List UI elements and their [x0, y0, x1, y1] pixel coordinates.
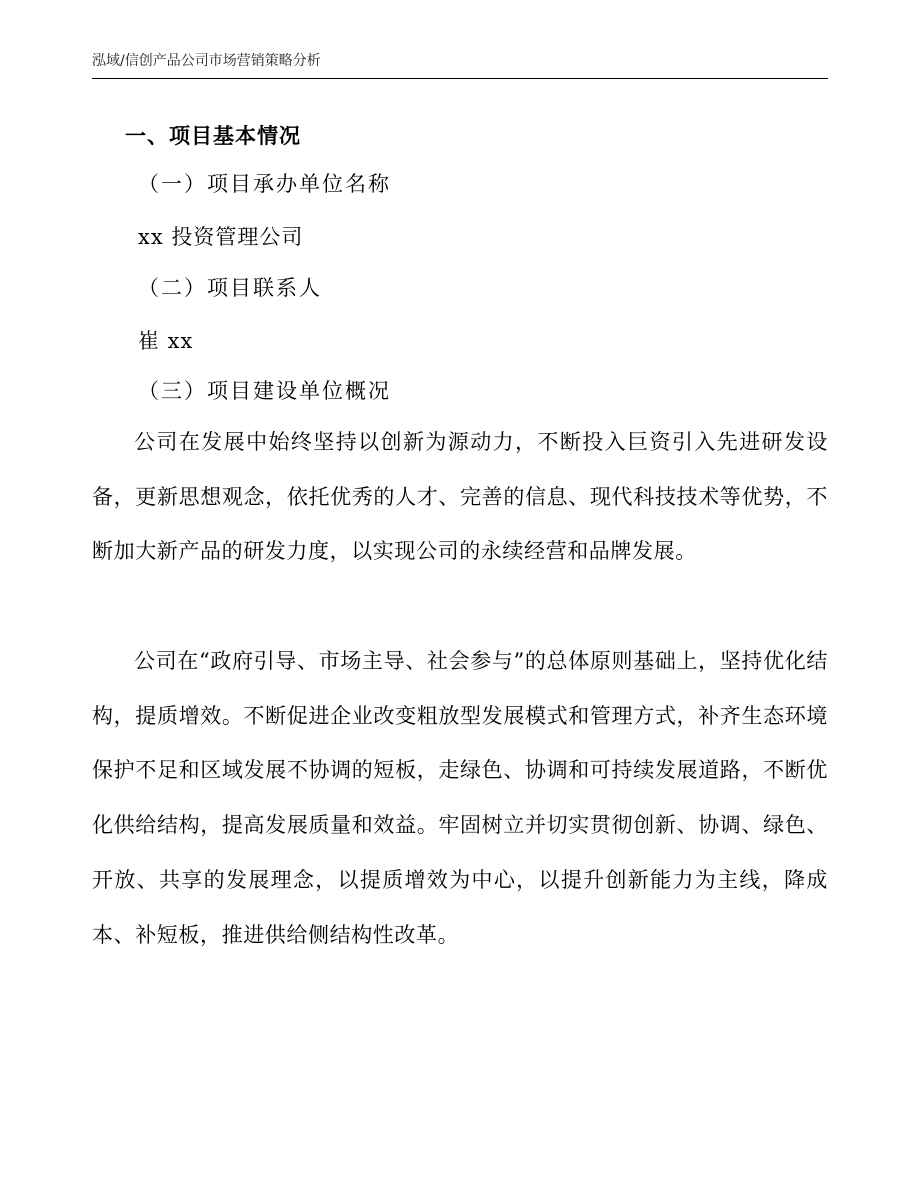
subheading-company-overview: （三）项目建设单位概况 — [138, 379, 391, 403]
subheading-project-unit: （一）项目承办单位名称 — [138, 172, 391, 196]
value-contact-person: 崔 xx — [138, 329, 194, 353]
page-header: 泓域/信创产品公司市场营销策略分析 — [92, 53, 321, 69]
paragraph-company-innovation: 公司在发展中始终坚持以创新为源动力，不断投入巨资引入先进研发设备，更新思想观念，依托优秀的人才、完善的信息、现代科技技术等优势，不断加大新产品的研发力度，以实现公司的永续经营和品牌发展。 — [92, 430, 828, 564]
section-heading: 一、项目基本情况 — [125, 124, 301, 148]
header-divider — [92, 78, 828, 79]
paragraph-company-strategy: 公司在“政府引导、市场主导、社会参与”的总体原则基础上，坚持优化结构，提质增效。不断促进企业改变粗放型发展模式和管理方式，补齐生态环境保护不足和区域发展不协调的短板，走绿色、协调和可持续发展道路，不断优化供给结构，提高发展质量和效益。牢固树立并切实贯彻创新、协调、绿色、开放、共享的发展理念，以提质增效为中心，以提升创新能力为主线，降成本、补短板，推进供给侧结构性改革。 — [92, 649, 828, 947]
value-project-unit: xx 投资管理公司 — [138, 225, 304, 249]
subheading-contact-person: （二）项目联系人 — [138, 276, 322, 300]
